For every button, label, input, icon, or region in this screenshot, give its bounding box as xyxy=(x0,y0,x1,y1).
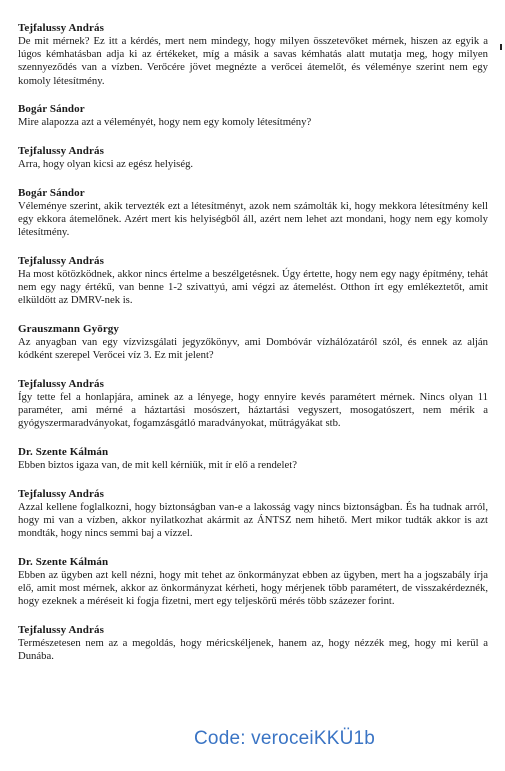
speaker-name: Tejfalussy András xyxy=(18,22,104,34)
speaker-name: Tejfalussy András xyxy=(18,623,104,636)
transcript-entry xyxy=(18,323,488,362)
transcript-entry xyxy=(18,255,488,308)
transcript-entry xyxy=(18,624,488,663)
transcript-entry xyxy=(18,446,488,472)
speech-text: Azzal kellene foglalkozni, hogy biztonságban van-e a lakosság vagy nincs biztonságban. És ha tudnak arról, hogy mi van a vízben, akkor nyilatkozhat akármit az ÁNTSZ nem hihető. Mert mikor tudták akkor is azt mondták, hogy nincs semmi baj a vízzel. xyxy=(18,500,488,540)
transcript-entry xyxy=(18,22,488,88)
speaker-name: Tejfalussy András xyxy=(18,487,104,500)
speech-text: Az anyagban van egy vízvizsgálati jegyzőkönyv, ami Dombóvár vízhálózatáról szól, és ennek az alján kódként szerepel Verőcei víz 3. Ez mit jelent? xyxy=(18,335,488,362)
speech-text: Ebben az ügyben azt kell nézni, hogy mit tehet az önkormányzat ebben az ügyben, mert ha a jogszabály írja elő, amit most mérnek, akkor az önkormányzat kérheti, hogy mérjenek több paramétert, de visszakérdeznék, hogy ezeknek a méréseit ki fogja fizetni, mert egy teljeskörű mérés több százezer forint. xyxy=(18,568,488,608)
transcript-entry xyxy=(18,488,488,541)
speaker-name: Tejfalussy András xyxy=(18,377,104,390)
document-code: Code: veroceiKKÜ1b xyxy=(194,728,376,749)
speech-text: Így tette fel a honlapjára, aminek az a lényege, hogy ennyire kevés paramétert mérnek. Nincs olyan 11 paraméter, ami mérné a háztartási mosószert, háztartási vegyszert, mosogatószert, nem mérik a gyógyszermaradványokat, fogamzásgátló maradványokat, műtrágyákat stb. xyxy=(18,390,488,430)
speech-text: Ha most kötözködnek, akkor nincs értelme a beszélgetésnek. Úgy értette, hogy nem egy nagy építmény, tehát nem egy nagy értékű, van benne 1-2 szivattyú, ami végzi az átemelést. Otthon írt egy emlékeztetőt, amit elküldött az DMRV-nek is. xyxy=(18,267,488,307)
speech-text: Véleménye szerint, akik tervezték ezt a létesítményt, azok nem számolták ki, hogy mekkora létesítmény kell egy ekkora átemelőnek. Azért mert kis helyiségből áll, azért nem lehet azt mondani, hogy nem egy komoly létesítmény. xyxy=(18,199,488,239)
speech-text: Ebben biztos igaza van, de mit kell kérniük, mit ír elő a rendelet? xyxy=(18,458,297,471)
speaker-name: Bogár Sándor xyxy=(18,186,85,199)
transcript-entries xyxy=(18,22,488,679)
speech-text: De mit mérnek? Ez itt a kérdés, mert nem mindegy, hogy milyen összetevőket mérnek, hiszen az egyik a lúgos kémhatásban adja ki az értékeket, míg a másik a savas kémhatás alatt mutatja meg, hogy milyen szennyeződés van a vízben. Verőcére jövet megnézte a verőcei átemelőt, és véleménye szerint nem egy komoly létesítmény. xyxy=(18,35,488,87)
speech-text: Arra, hogy olyan kicsi az egész helyiség. xyxy=(18,158,194,171)
speaker-name: Tejfalussy András xyxy=(18,254,104,267)
speaker-name: Grauszmann György xyxy=(18,322,120,335)
speaker-name: Tejfalussy András xyxy=(18,145,104,158)
transcript-entry xyxy=(18,187,488,240)
speaker-name: Dr. Szente Kálmán xyxy=(18,555,109,568)
transcript-entry xyxy=(18,378,488,431)
scan-mark xyxy=(500,44,502,50)
speaker-name: Bogár Sándor xyxy=(18,103,85,116)
speech-text: Természetesen nem az a megoldás, hogy méricskéljenek, hanem az, hogy nézzék meg, hogy mi kerül a Dunába. xyxy=(18,636,488,663)
transcript-entry xyxy=(18,556,488,609)
speaker-name: Dr. Szente Kálmán xyxy=(18,445,109,458)
transcript-entry xyxy=(18,145,488,171)
speech-text: Mire alapozza azt a véleményét, hogy nem egy komoly létesítmény? xyxy=(18,116,312,129)
transcript-entry xyxy=(18,103,488,129)
